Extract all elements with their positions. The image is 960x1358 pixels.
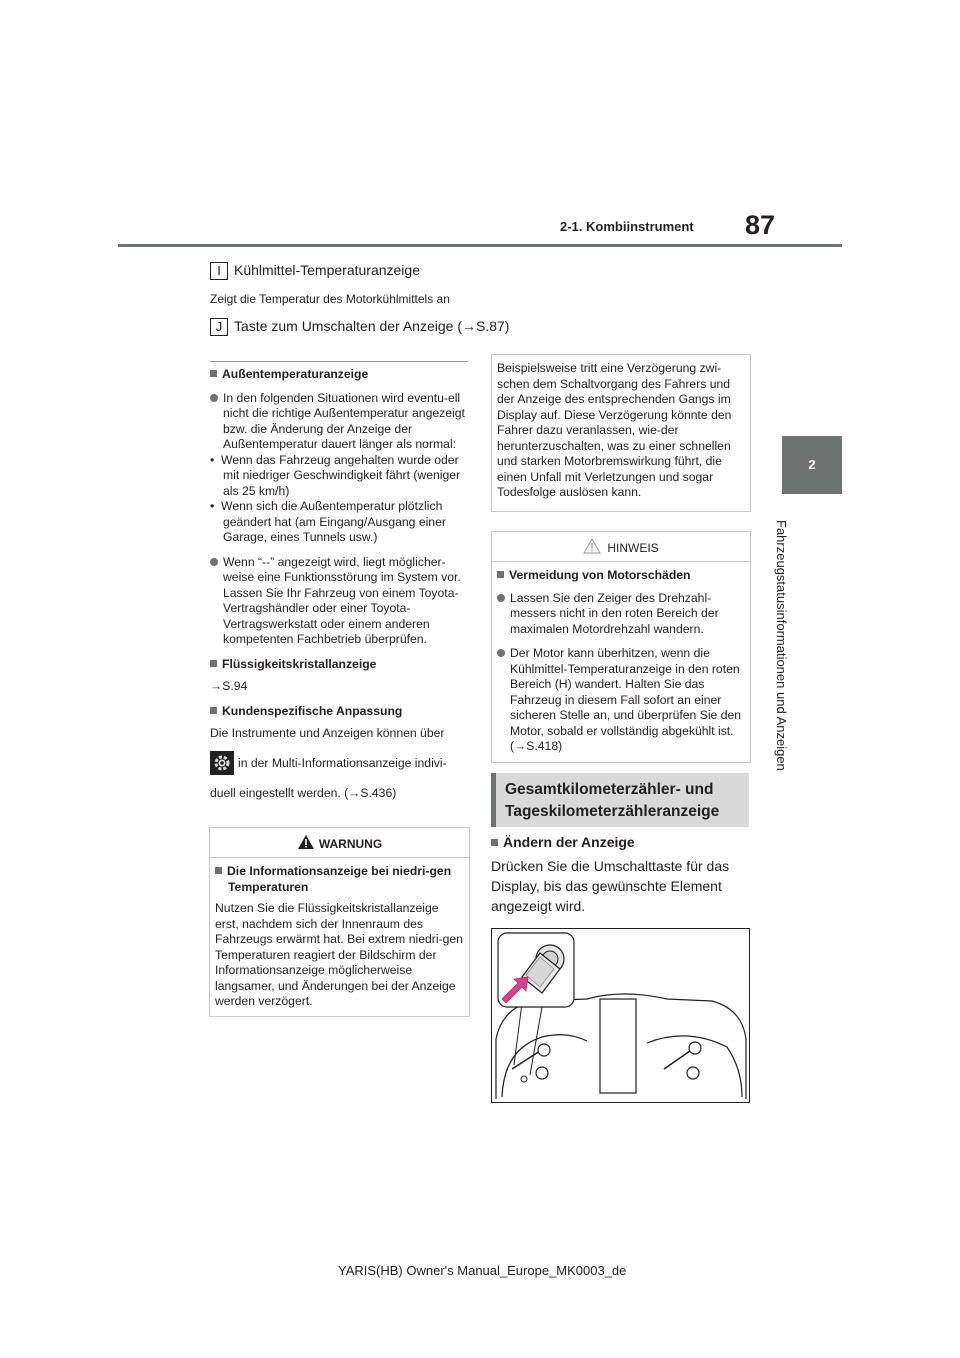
notice-heading: Vermeidung von Motorschäden — [497, 568, 744, 584]
item-i-desc: Zeigt die Temperatur des Motorkühlmittels an — [210, 292, 450, 306]
instrument-cluster-illustration — [491, 928, 750, 1103]
item-i-letter: I — [210, 262, 228, 280]
warning-heading: Die Informationsanzeige bei niedri-gen Temperaturen — [215, 864, 463, 895]
gear-icon — [210, 751, 234, 775]
warning-title-row: WARNUNG — [210, 834, 469, 851]
customization-line-b: in der Multi-Informationsanzeige indivi- — [210, 750, 470, 776]
square-bullet-icon — [497, 571, 504, 578]
change-display-text: Drücken Sie die Umschalttaste für das Display, bis das gewünschte Element angezeigt wird. — [491, 858, 730, 914]
square-bullet-icon — [210, 660, 217, 667]
item-i-label: Kühlmittel-Temperaturanzeige — [234, 262, 420, 278]
notice-box — [491, 531, 751, 763]
chapter-tab: 2 — [782, 436, 842, 494]
item-j — [210, 318, 509, 336]
notice-bullet-2: Der Motor kann überhitzen, wenn die Kühlmittel-Temperaturanzeige in den roten Bereich (H) wandert. Halten Sie das Fahrzeug in diesem Fall sofort an einer sicheren Stelle an, und überprüfen Sie den Motor, sobald er vollständig abgekühlt ist. (→S.418) — [497, 646, 744, 755]
warning-triangle-icon — [297, 834, 315, 850]
header-rule — [118, 244, 842, 247]
chapter-title: Fahrzeugstatusinformationen und Anzeigen — [774, 520, 789, 771]
section-header: 2-1. Kombiinstrument — [560, 219, 694, 234]
warning-continuation-text: Beispielsweise tritt eine Verzögerung zwi-schen dem Schaltvorgang des Fahrers und der Anzeige des entsprechenden Gangs im Display auf. Diese Verzögerung könnte den Fahrer dazu veranlassen, wie-der herunterzuschalten, was zu einer schnellen und starken Motorbremswirkung führt, die einen Unfall mit Verletzungen und sogar Todesfolge auslösen kann. — [497, 361, 732, 499]
chapter-title-vertical — [775, 520, 803, 770]
item-j-label: Taste zum Umschalten der Anzeige (→S.87) — [234, 318, 510, 334]
footer-doc-id: YARIS(HB) Owner's Manual_Europe_MK0003_de — [338, 1263, 627, 1278]
title-accent — [491, 773, 496, 827]
customization-text-a: Die Instrumente und Anzeigen können über — [210, 726, 445, 740]
square-bullet-icon — [215, 867, 222, 874]
dot-bullet-icon — [210, 558, 218, 566]
bullet-outside-temp-1: In den folgenden Situationen wird eventu-ell nicht die richtige Außentemperatur angezeigt bzw. die Änderung der Anzeige der Außentemperatur dauert länger als normal: — [210, 391, 470, 453]
square-bullet-icon — [210, 370, 217, 377]
sub-bullet-2: • Wenn sich die Außentemperatur plötzlich geändert hat (am Eingang/Ausgang einer Garage, eines Tunnels usw.) — [210, 499, 446, 544]
item-i — [210, 262, 420, 280]
warning-box — [209, 827, 470, 1017]
notice-title-row: HINWEIS — [492, 538, 750, 555]
dot-bullet-icon — [497, 649, 505, 657]
heading-change-display: Ändern der Anzeige — [491, 834, 635, 850]
odometer-section-title — [491, 773, 749, 827]
section-title-line-2: Tageskilometerzähleranzeige — [505, 803, 720, 820]
section-title-line-1: Gesamtkilometerzähler- und — [505, 781, 714, 798]
left-section-1 — [210, 367, 470, 801]
dot-bullet-icon — [497, 594, 505, 602]
sub-bullet-1: • Wenn das Fahrzeug angehalten wurde oder mit niedriger Geschwindigkeit fährt (weniger als 25 km/h) — [210, 452, 461, 498]
customization-text-c: duell eingestellt werden. (→S.436) — [210, 785, 397, 800]
caution-triangle-icon — [583, 538, 601, 554]
square-bullet-icon — [210, 707, 217, 714]
left-rule — [210, 361, 468, 362]
page-number: 87 — [745, 210, 776, 240]
bullet-outside-temp-2: Wenn “--” angezeigt wird, liegt möglicher-weise eine Funktionsstörung im System vor. Lassen Sie Ihr Fahrzeug von einem Toyota-Vertragshändler oder einer Toyota-Vertragswerkstatt oder einem anderen kompetenten Fachbetrieb überprüfen. — [210, 555, 470, 648]
lcd-ref[interactable]: →S.94 — [210, 679, 248, 693]
item-j-letter: J — [210, 318, 228, 336]
dot-bullet-icon — [210, 394, 218, 402]
heading-lcd: Flüssigkeitskristallanzeige — [210, 657, 470, 673]
notice-bullet-1: Lassen Sie den Zeiger des Drehzahl-messers nicht in den roten Bereich der maximalen Motordrehzahl wandern. — [497, 591, 744, 638]
square-bullet-icon — [491, 839, 498, 846]
warning-text: Nutzen Sie die Flüssigkeitskristallanzeige erst, nachdem sich der Innenraum des Fahrzeugs erwärmt hat. Bei extrem niedri-gen Temperaturen reagiert der Bildschirm der Informationsanzeige möglicherweise langsamer, und Änderungen bei der Anzeige werden verzögert. — [215, 901, 463, 1008]
warning-continuation-box — [491, 354, 751, 512]
heading-outside-temp: Außentemperaturanzeige — [210, 367, 470, 383]
heading-customization: Kundenspezifische Anpassung — [210, 704, 470, 720]
